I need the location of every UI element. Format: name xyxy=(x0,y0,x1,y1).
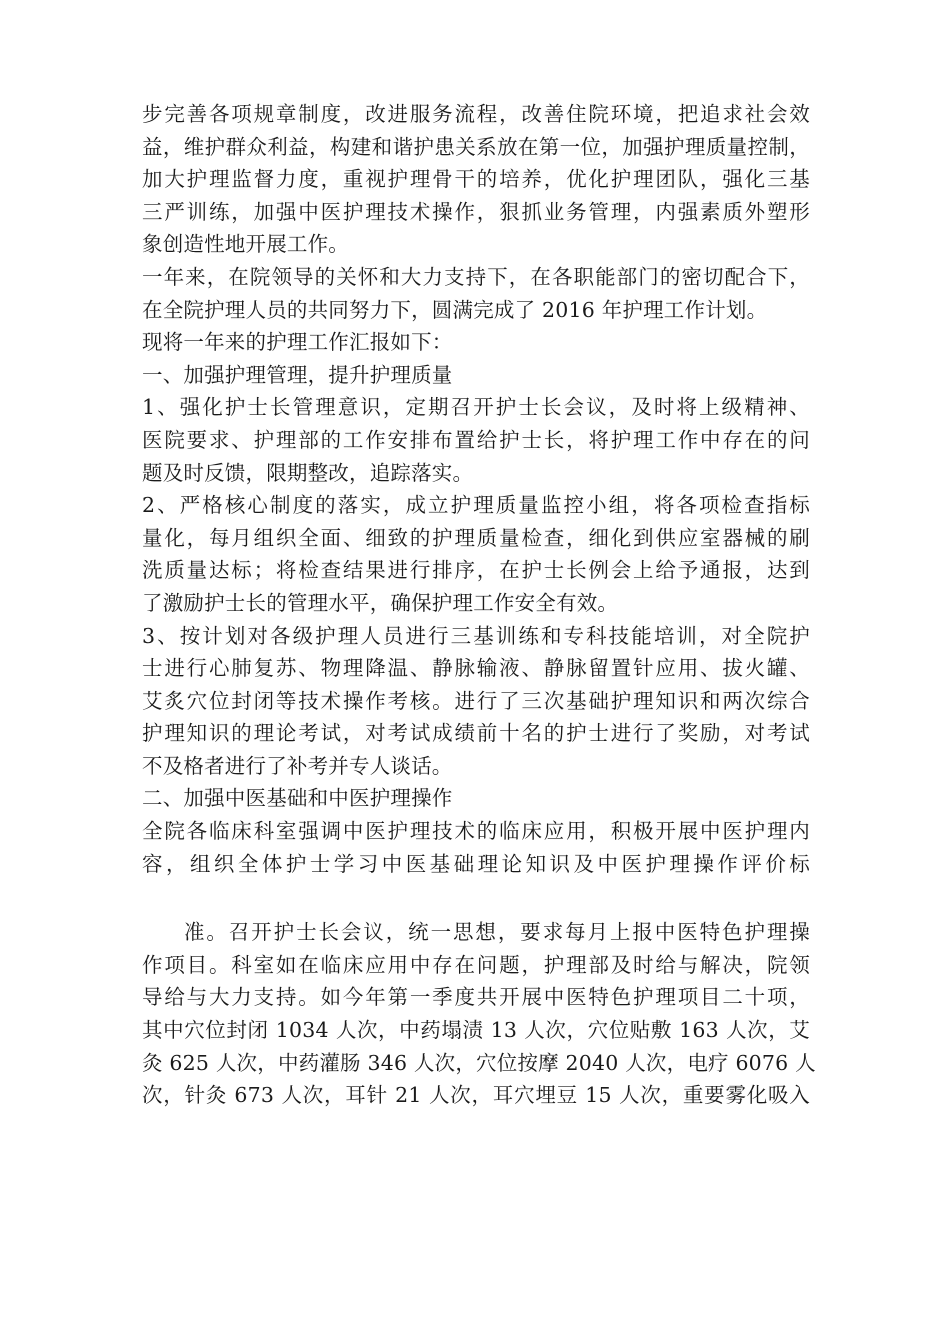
text-line: 艾炙穴位封闭等技术操作考核。进行了三次基础护理知识和两次综合 xyxy=(142,688,810,713)
text-line: 现将一年来的护理工作汇报如下： xyxy=(142,330,453,355)
text-line: 其中穴位封闭 1034 人次，中药塌渍 13 人次，穴位贴敷 163 人次，艾 xyxy=(142,1018,810,1043)
text-line: 灸 625 人次，中药灌肠 346 人次，穴位按摩 2040 人次，电疗 6076 人 xyxy=(142,1050,816,1075)
text-block-2 xyxy=(142,916,816,1112)
text-line: 量化，每月组织全面、细致的护理质量检查，细化到供应室器械的刷 xyxy=(142,525,810,550)
text-line: 全院各临床科室强调中医护理技术的临床应用，积极开展中医护理内 xyxy=(142,819,810,844)
text-line: 在全院护理人员的共同努力下，圆满完成了 2016 年护理工作计划。 xyxy=(142,297,768,322)
block-gap xyxy=(142,880,810,916)
text-block-1 xyxy=(142,98,810,880)
text-line: 加大护理监督力度，重视护理骨干的培养，优化护理团队，强化三基 xyxy=(142,167,810,192)
section-heading-2: 二、加强中医基础和中医护理操作 xyxy=(142,786,453,811)
text-line: 益，维护群众利益，构建和谐护患关系放在第一位，加强护理质量控制， xyxy=(142,134,810,159)
text-line: 导给与大力支持。如今年第一季度共开展中医特色护理项目二十项， xyxy=(142,985,810,1010)
text-line: 医院要求、护理部的工作安排布置给护士长，将护理工作中存在的问 xyxy=(142,427,810,452)
text-line: 了激励护士长的管理水平，确保护理工作安全有效。 xyxy=(142,590,619,615)
text-line: 象创造性地开展工作。 xyxy=(142,232,349,257)
text-line: 容，组织全体护士学习中医基础理论知识及中医护理操作评价标 xyxy=(142,851,810,876)
text-line: 题及时反馈，限期整改，追踪落实。 xyxy=(142,460,474,485)
text-line: 作项目。科室如在临床应用中存在问题，护理部及时给与解决，院领 xyxy=(142,952,810,977)
section-heading-1: 一、加强护理管理，提升护理质量 xyxy=(142,362,453,387)
text-line: 洗质量达标；将检查结果进行排序，在护士长例会上给予通报，达到 xyxy=(142,558,810,583)
text-line: 准。召开护士长会议，统一思想，要求每月上报中医特色护理操 xyxy=(184,920,810,945)
text-line: 不及格者进行了补考并专人谈话。 xyxy=(142,753,453,778)
text-line: 次，针灸 673 人次，耳针 21 人次，耳穴埋豆 15 人次，重要雾化吸入 xyxy=(142,1083,810,1108)
text-line: 士进行心肺复苏、物理降温、静脉输液、静脉留置针应用、拔火罐、 xyxy=(142,656,810,681)
text-line: 3、按计划对各级护理人员进行三基训练和专科技能培训，对全院护 xyxy=(142,623,810,648)
text-line: 1、强化护士长管理意识，定期召开护士长会议，及时将上级精神、 xyxy=(142,395,810,420)
text-line: 一年来，在院领导的关怀和大力支持下，在各职能部门的密切配合下， xyxy=(142,264,810,289)
text-line: 步完善各项规章制度，改进服务流程，改善住院环境，把追求社会效 xyxy=(142,102,810,126)
document-body xyxy=(142,98,816,1112)
text-line: 护理知识的理论考试，对考试成绩前十名的护士进行了奖励，对考试 xyxy=(142,721,810,746)
text-line: 2、严格核心制度的落实，成立护理质量监控小组，将各项检查指标 xyxy=(142,493,810,518)
text-line: 三严训练，加强中医护理技术操作，狠抓业务管理，内强素质外塑形 xyxy=(142,199,810,224)
